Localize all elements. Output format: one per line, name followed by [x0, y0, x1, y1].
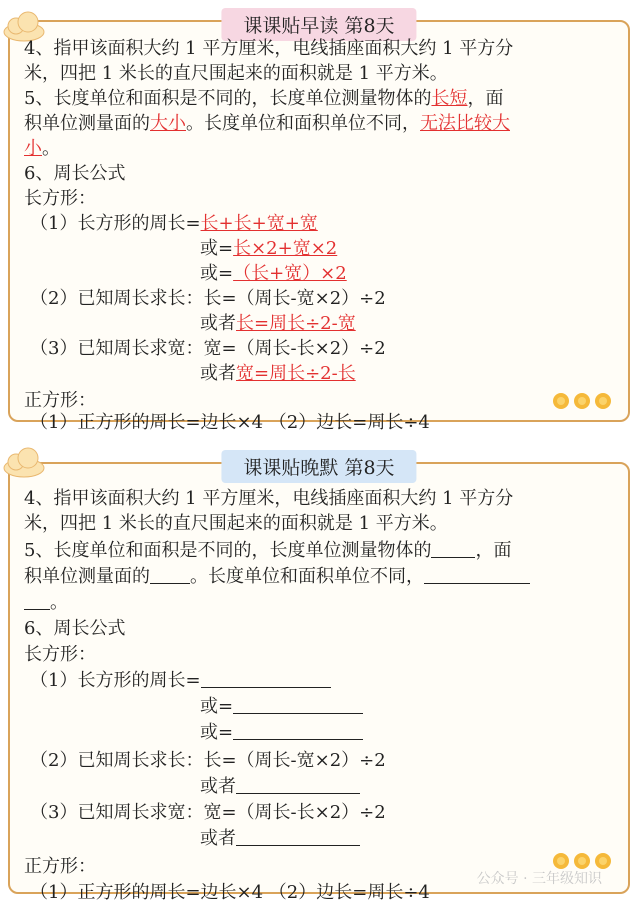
text-line: （3）已知周长求宽：宽=（周长-长×2）÷2 — [30, 802, 386, 823]
text-line: 。 — [24, 590, 68, 615]
text-line: 或=（长+宽）×2 — [200, 263, 347, 284]
answer-blank[interactable] — [431, 539, 475, 558]
text-line: （1）正方形的周长=边长×4 （2）边长=周长÷4 — [30, 412, 430, 433]
text-line: 5、长度单位和面积是不同的，长度单位测量物体的 ，面 — [24, 540, 512, 561]
text-line: 4、指甲该面积大约 1 平方厘米，电线插座面积大约 1 平方分 — [24, 38, 514, 59]
cloud-icon — [2, 444, 46, 478]
text-line: 或者长=周长÷2-宽 — [200, 313, 356, 334]
flower-icon — [573, 392, 591, 410]
flower-icon — [552, 392, 570, 410]
answer: 大小 — [150, 113, 186, 134]
answer-blank[interactable] — [424, 565, 530, 584]
text-line: 积单位测量面的 。长度单位和面积单位不同， — [24, 564, 530, 589]
page-title: 课课贴早读 第8天 — [221, 8, 416, 41]
text-line: 米，四把 1 米长的直尺围起来的面积就是 1 平方米。 — [24, 63, 448, 84]
text-line: 或者 — [200, 826, 360, 851]
text-line: （2）已知周长求长：长=（周长-宽×2）÷2 — [30, 750, 386, 771]
text-line: （1）长方形的周长= — [30, 668, 331, 693]
answer-blank[interactable] — [236, 775, 360, 794]
text-line: 或者宽=周长÷2-长 — [200, 363, 356, 384]
text-line: （3）已知周长求宽：宽=（周长-长×2）÷2 — [30, 338, 386, 359]
answer-blank[interactable] — [233, 721, 363, 740]
text-line: 4、指甲该面积大约 1 平方厘米，电线插座面积大约 1 平方分 — [24, 488, 514, 509]
answer: （长+宽）×2 — [233, 263, 347, 284]
subheading: 正方形： — [24, 390, 96, 411]
text-line: （1）正方形的周长=边长×4 （2）边长=周长÷4 — [30, 882, 430, 903]
text-line: （2）已知周长求长：长=（周长-宽×2）÷2 — [30, 288, 386, 309]
text-line: 小。 — [24, 138, 60, 159]
text-line: 5、长度单位和面积是不同的，长度单位测量物体的长短，面 — [24, 88, 504, 109]
text-line: （1）长方形的周长=长+长+宽+宽 — [30, 213, 318, 234]
answer-blank[interactable] — [233, 695, 363, 714]
answer: 长短 — [431, 88, 468, 109]
page-title: 课课贴晚默 第8天 — [221, 450, 416, 483]
subheading: 正方形： — [24, 856, 96, 877]
text-line: 或=长×2+宽×2 — [200, 238, 338, 259]
section-heading: 6、周长公式 — [24, 618, 126, 639]
text-line: 积单位测量面的大小。长度单位和面积单位不同，无法比较大 — [24, 113, 510, 134]
answer-blank[interactable] — [24, 591, 50, 610]
text-line: 或= — [200, 694, 363, 719]
text-line: 米，四把 1 米长的直尺围起来的面积就是 1 平方米。 — [24, 513, 448, 534]
answer: 长+长+宽+宽 — [200, 213, 318, 234]
answer-blank[interactable] — [150, 565, 190, 584]
answer: 长=周长÷2-宽 — [236, 313, 356, 334]
answer: 小 — [24, 138, 42, 159]
text-line: 或者 — [200, 774, 360, 799]
flower-decoration — [549, 392, 612, 414]
flower-icon — [594, 392, 612, 410]
answer-blank[interactable] — [201, 669, 331, 688]
answer: 长×2+宽×2 — [233, 238, 338, 259]
text-line: 或= — [200, 720, 363, 745]
evening-card — [8, 457, 630, 903]
subheading: 长方形： — [24, 644, 96, 665]
section-heading: 6、周长公式 — [24, 163, 126, 184]
subheading: 长方形： — [24, 188, 96, 209]
answer-blank[interactable] — [236, 827, 360, 846]
watermark: 公众号 · 三年级知识 — [476, 871, 602, 887]
answer: 宽=周长÷2-长 — [236, 363, 356, 384]
morning-card — [8, 15, 630, 433]
answer: 无法比较大 — [420, 113, 510, 134]
